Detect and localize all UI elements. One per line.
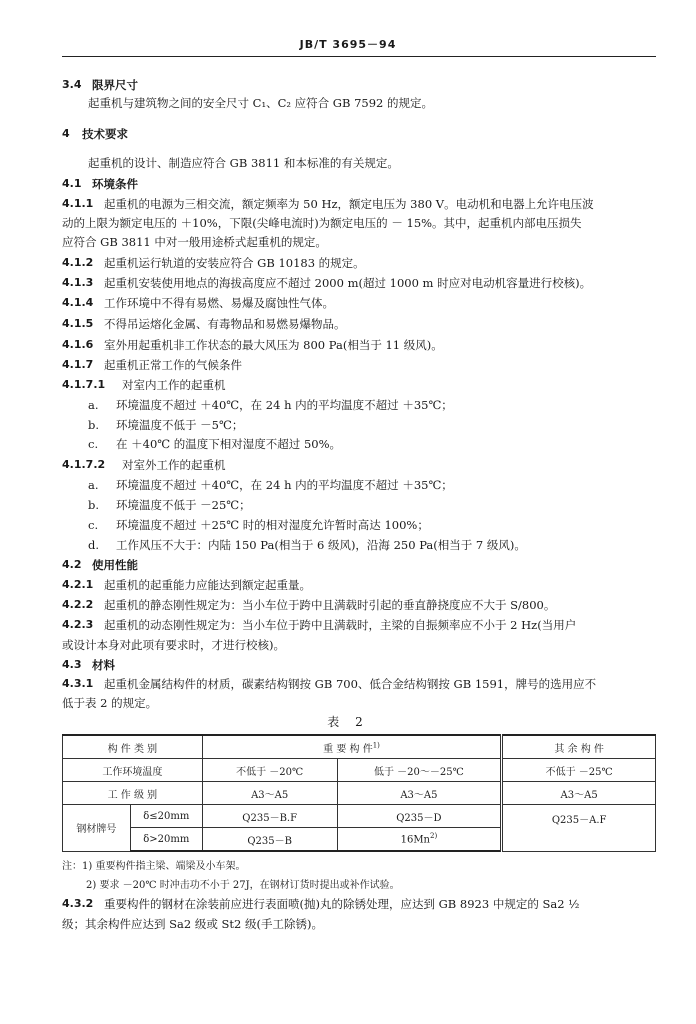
section-title: 使用性能 [92,558,138,572]
row-label: 钢材牌号 [63,805,131,852]
paragraph-line: 起重机的电源为三相交流，额定频率为 50 Hz，额定电压为 380 V。电动机和电器上允许电压波 [104,197,594,211]
paragraph: 对室内工作的起重机 [122,378,226,392]
table-cell: Q235－D [337,805,502,828]
clause-number: 4.1.2 [62,256,94,269]
table-cell: 16Mn$^{2)}$ [337,828,502,852]
list-marker: d. [88,538,100,552]
clause-number: 4.2.1 [62,578,94,591]
table-caption: 表 2 [327,715,369,729]
header-cell: 构 件 类 别 [63,735,203,759]
list-item: 环境温度不低于 －5℃； [116,418,244,432]
paragraph: 工作环境中不得有易燃、易爆及腐蚀性气体。 [104,296,334,310]
section-number: 4.3 [62,658,82,671]
paragraph: 不得吊运熔化金属、有毒物品和易燃易爆物品。 [104,317,346,331]
section-title: 限界尺寸 [92,78,138,92]
header-rule [62,56,656,57]
table-cell: Q235－B [202,828,337,852]
paragraph-line: 或设计本身对此项有要求时，才进行校核)。 [62,638,285,652]
table-cell: Q235－A.F [502,805,656,852]
row-label: 工作环境温度 [63,759,203,782]
paragraph-line: 起重机金属结构件的材质，碳素结构钢按 GB 700、低合金结构钢按 GB 1591，牌号的选用应不 [104,677,597,691]
paragraph-line: 低于表 2 的规定。 [62,696,158,710]
row-label: 工 作 级 别 [63,782,203,805]
table-row [63,759,656,782]
section-number: 3.4 [62,78,82,91]
list-item: 环境温度不低于 －25℃； [116,498,251,512]
table-row [63,782,656,805]
clause-number: 4.1.5 [62,317,94,330]
table-row [63,805,656,828]
list-marker: a. [88,478,99,492]
section-title: 技术要求 [82,127,128,141]
section-title: 材料 [92,658,115,672]
material-table [62,734,656,852]
paragraph-line: 重要构件的钢材在涂装前应进行表面喷(抛)丸的除锈处理，应达到 GB 8923 中规定的 Sa2 ½ [104,897,580,911]
list-marker: c. [88,437,99,451]
list-marker: b. [88,418,100,432]
paragraph: 起重机的设计、制造应符合 GB 3811 和本标准的有关规定。 [88,156,399,170]
table-cell: Q235－B.F [202,805,337,828]
table-note: 注：1) 重要构件指主梁、端梁及小车架。 [62,861,246,872]
list-marker: c. [88,518,99,532]
table-cell: A3～A5 [337,782,502,805]
table-cell: δ>20mm [130,828,202,852]
clause-number: 4.1.7 [62,358,94,371]
clause-number: 4.3.1 [62,677,94,690]
header-cell: 其 余 构 件 [502,735,656,759]
list-marker: b. [88,498,100,512]
clause-number: 4.3.2 [62,897,94,910]
paragraph: 起重机正常工作的气候条件 [104,358,242,372]
section-title: 环境条件 [92,177,138,191]
paragraph: 对室外工作的起重机 [122,458,226,472]
table-cell: δ≤20mm [130,805,202,828]
paragraph: 起重机安装使用地点的海拔高度应不超过 2000 m(超过 1000 m 时应对电动机容量进行校核)。 [104,276,592,290]
list-item: 在 ＋40℃ 的温度下相对湿度不超过 50%。 [116,437,342,451]
clause-number: 4.1.6 [62,338,94,351]
section-number: 4.2 [62,558,82,571]
clause-number: 4.1.4 [62,296,94,309]
paragraph: 室外用起重机非工作状态的最大风压为 800 Pa(相当于 11 级风)。 [104,338,443,352]
page-header: JB/T 3695－94 [299,38,397,51]
paragraph: 起重机运行轨道的安装应符合 GB 10183 的规定。 [104,256,365,270]
list-item: 环境温度不超过 ＋40℃，在 24 h 内的平均温度不超过 ＋35℃； [116,398,453,412]
clause-number: 4.2.3 [62,618,94,631]
list-item: 环境温度不超过 ＋40℃，在 24 h 内的平均温度不超过 ＋35℃； [116,478,453,492]
paragraph-line: 级；其余构件应达到 Sa2 级或 St2 级(手工除锈)。 [62,917,323,931]
table-header-row [63,735,656,759]
table-note: 2) 要求 －20℃ 时冲击功不小于 27J，在钢材订货时提出或补作试验。 [86,880,400,891]
paragraph: 起重机的起重能力应能达到额定起重量。 [104,578,311,592]
section-number: 4.1 [62,177,82,190]
table-cell: 不低于 －25℃ [502,759,656,782]
section-number: 4 [62,127,70,140]
table-cell: 低于 －20～－25℃ [337,759,502,782]
clause-number: 4.1.7.1 [62,378,106,391]
clause-number: 4.1.3 [62,276,94,289]
clause-number: 4.1.1 [62,197,94,210]
clause-number: 4.2.2 [62,598,94,611]
paragraph-line: 动的上限为额定电压的 ＋10%，下限(尖峰电流时)为额定电压的 － 15%。其中，起重机内部电压损失 [62,216,582,230]
paragraph-line: 起重机的动态刚性规定为：当小车位于跨中且满载时，主梁的自振频率应不小于 2 Hz(当用户 [104,618,577,632]
list-item: 环境温度不超过 ＋25℃ 时的相对湿度允许暂时高达 100%； [116,518,429,532]
list-item: 工作风压不大于：内陆 150 Pa(相当于 6 级风)，沿海 250 Pa(相当于 7 级风)。 [116,538,526,552]
header-cell: 重 要 构 件$^{1)}$ [202,735,501,759]
table-cell: 不低于 －20℃ [202,759,337,782]
paragraph: 起重机的静态刚性规定为：当小车位于跨中且满载时引起的垂直静挠度应不大于 S/800。 [104,598,556,612]
clause-number: 4.1.7.2 [62,458,106,471]
table-cell: A3～A5 [202,782,337,805]
paragraph: 起重机与建筑物之间的安全尺寸 C₁、C₂ 应符合 GB 7592 的规定。 [88,96,433,110]
table-cell: A3～A5 [502,782,656,805]
paragraph-line: 应符合 GB 3811 中对一般用途桥式起重机的规定。 [62,235,327,249]
list-marker: a. [88,398,99,412]
